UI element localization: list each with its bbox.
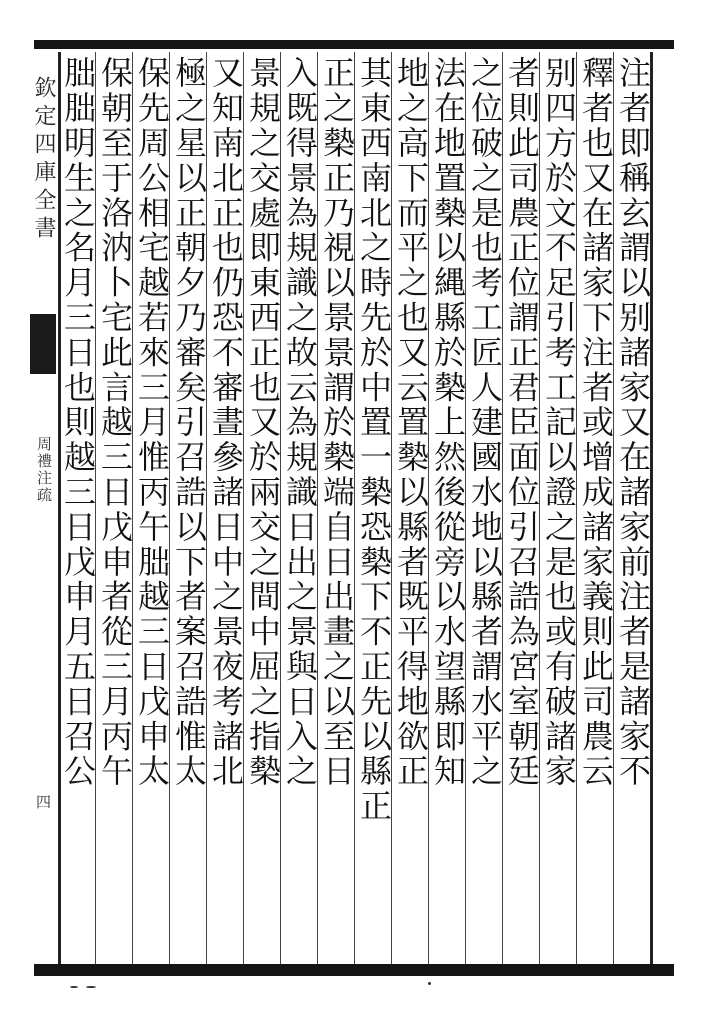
bottom-border-rule [34,964,674,976]
text-column: 保先周公相宅越若來三月惟丙午朏越三日戊申太 [133,56,171,789]
section-title: 周禮注疏 [35,436,53,504]
scan-speck [70,986,78,988]
text-column: 入既得景為規識之故云為規識日出之景與日入之 [281,56,319,789]
text-column: 其東西南北之時先於中置一槷恐槷下不正先以縣正 [355,56,393,824]
text-column: 注者即稱玄謂以别諸家又在諸家前注者是諸家不 [614,56,652,789]
top-border-rule [34,40,674,49]
page-margin [30,56,56,961]
scan-speck [428,982,431,985]
text-column: 景規之交處即東西正也又於兩交之間中屈之指槷 [244,56,282,789]
book-title: 欽定四庫全書 [31,76,56,244]
text-column: 又知南北正也仍恐不審晝參諸日中之景夜考諸北 [207,56,245,789]
text-column: 之位破之是也考工匠人建國水地以縣者謂水平之 [466,56,504,789]
text-column: 者則此司農正位謂正君臣面位引召誥為宮室朝廷 [503,56,541,789]
text-column: 極之星以正朝夕乃審矣引召誥以下者案召誥惟太 [170,56,208,789]
text-column: 朏朏明生之名月三日也則越三日戊申月五日召公 [59,56,97,789]
text-column: 正之槷正乃視以景景謂於槷端自日出畫之以至日 [318,56,356,789]
scan-speck [86,986,96,988]
fishtail-mark [30,314,56,374]
text-column: 别四方於文不足引考工記以證之是也或有破諸家 [540,56,578,789]
text-column: 地之高下而平之也又云置槷以縣者既平得地欲正 [392,56,430,789]
page-number: 四 [34,794,52,809]
text-column: 釋者也又在諸家下注者或增成諸家義則此司農云 [577,56,615,789]
text-column: 法在地置槷以縄縣於槷上然後從旁以水望縣即知 [429,56,467,789]
text-column: 保朝至于洛汭卜宅此言越三日戊申者從三月丙午 [96,56,134,789]
